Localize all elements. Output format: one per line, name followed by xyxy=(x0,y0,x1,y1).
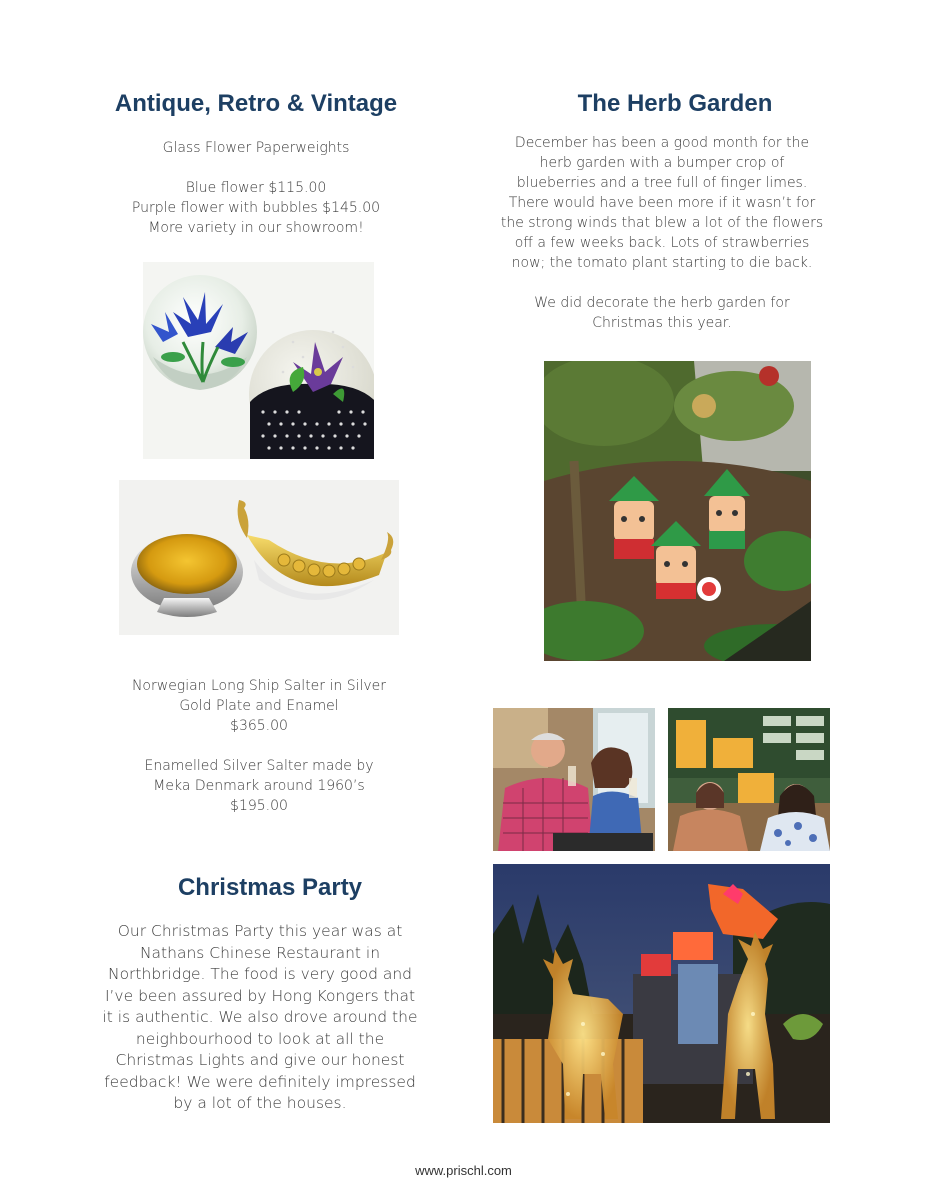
text-line: Our Christmas Party this year was at xyxy=(117,922,403,940)
text-line: I’ve been assured by Hong Kongers that xyxy=(104,986,416,1005)
text-line: Gold Plate and Enamel xyxy=(179,698,339,714)
text-line: $195.00 xyxy=(230,798,288,814)
antique-intro xyxy=(60,138,452,238)
paragraph-gap xyxy=(462,273,862,293)
antique-heading: Antique, Retro & Vintage xyxy=(114,90,398,117)
text-line: feedback! We were definitely impressed xyxy=(104,1072,416,1091)
text-line: Norwegian Long Ship Salter in Silver xyxy=(131,678,387,694)
herb-text xyxy=(462,133,862,333)
text-line: There would have been more if it wasn’t for xyxy=(508,195,816,211)
text-line: We did decorate the herb garden for xyxy=(534,295,790,311)
text-line: December has been a good month for the xyxy=(514,135,810,151)
text-line: More variety in our showroom! xyxy=(148,220,364,236)
paragraph-gap xyxy=(60,736,458,756)
text-line: it is authentic. We also drove around the xyxy=(102,1008,418,1026)
salters-photo xyxy=(119,480,399,635)
text-line: Nathans Chinese Restaurant in xyxy=(139,943,381,962)
salters-description xyxy=(60,676,458,816)
text-line: by a lot of the houses. xyxy=(173,1094,347,1112)
party-text xyxy=(50,921,470,1115)
paragraph-gap xyxy=(60,158,452,178)
text-line: Enamelled Silver Salter made by xyxy=(144,758,374,774)
text-line: Christmas this year. xyxy=(592,315,732,331)
party-photo-couple xyxy=(493,708,655,851)
text-line: Blue flower $115.00 xyxy=(185,180,327,196)
text-line: off a few weeks back. Lots of strawberries xyxy=(514,235,810,251)
party-photo-friends xyxy=(668,708,830,851)
text-line: Purple flower with bubbles $145.00 xyxy=(131,200,381,216)
footer-url: www.prischl.com xyxy=(415,1163,512,1178)
text-line: Northbridge. The food is very good and xyxy=(107,965,413,983)
text-line: herb garden with a bumper crop of xyxy=(539,155,785,171)
text-line: neighbourhood to look at all the xyxy=(135,1029,385,1048)
text-line: blueberries and a tree full of finger limes. xyxy=(516,175,808,191)
text-line: now; the tomato plant starting to die back. xyxy=(511,255,813,271)
text-line: $365.00 xyxy=(230,718,288,734)
christmas-lights-photo xyxy=(493,864,830,1123)
text-line: the strong winds that blew a lot of the flowers xyxy=(500,215,824,231)
text-line: Glass Flower Paperweights xyxy=(162,140,350,156)
paperweights-photo xyxy=(143,262,374,459)
herb-garden-photo xyxy=(544,361,811,661)
text-line: Meka Denmark around 1960’s xyxy=(153,778,365,794)
party-heading: Christmas Party xyxy=(177,874,363,901)
text-line: Christmas Lights and give our honest xyxy=(115,1051,405,1069)
herb-heading: The Herb Garden xyxy=(577,90,773,117)
